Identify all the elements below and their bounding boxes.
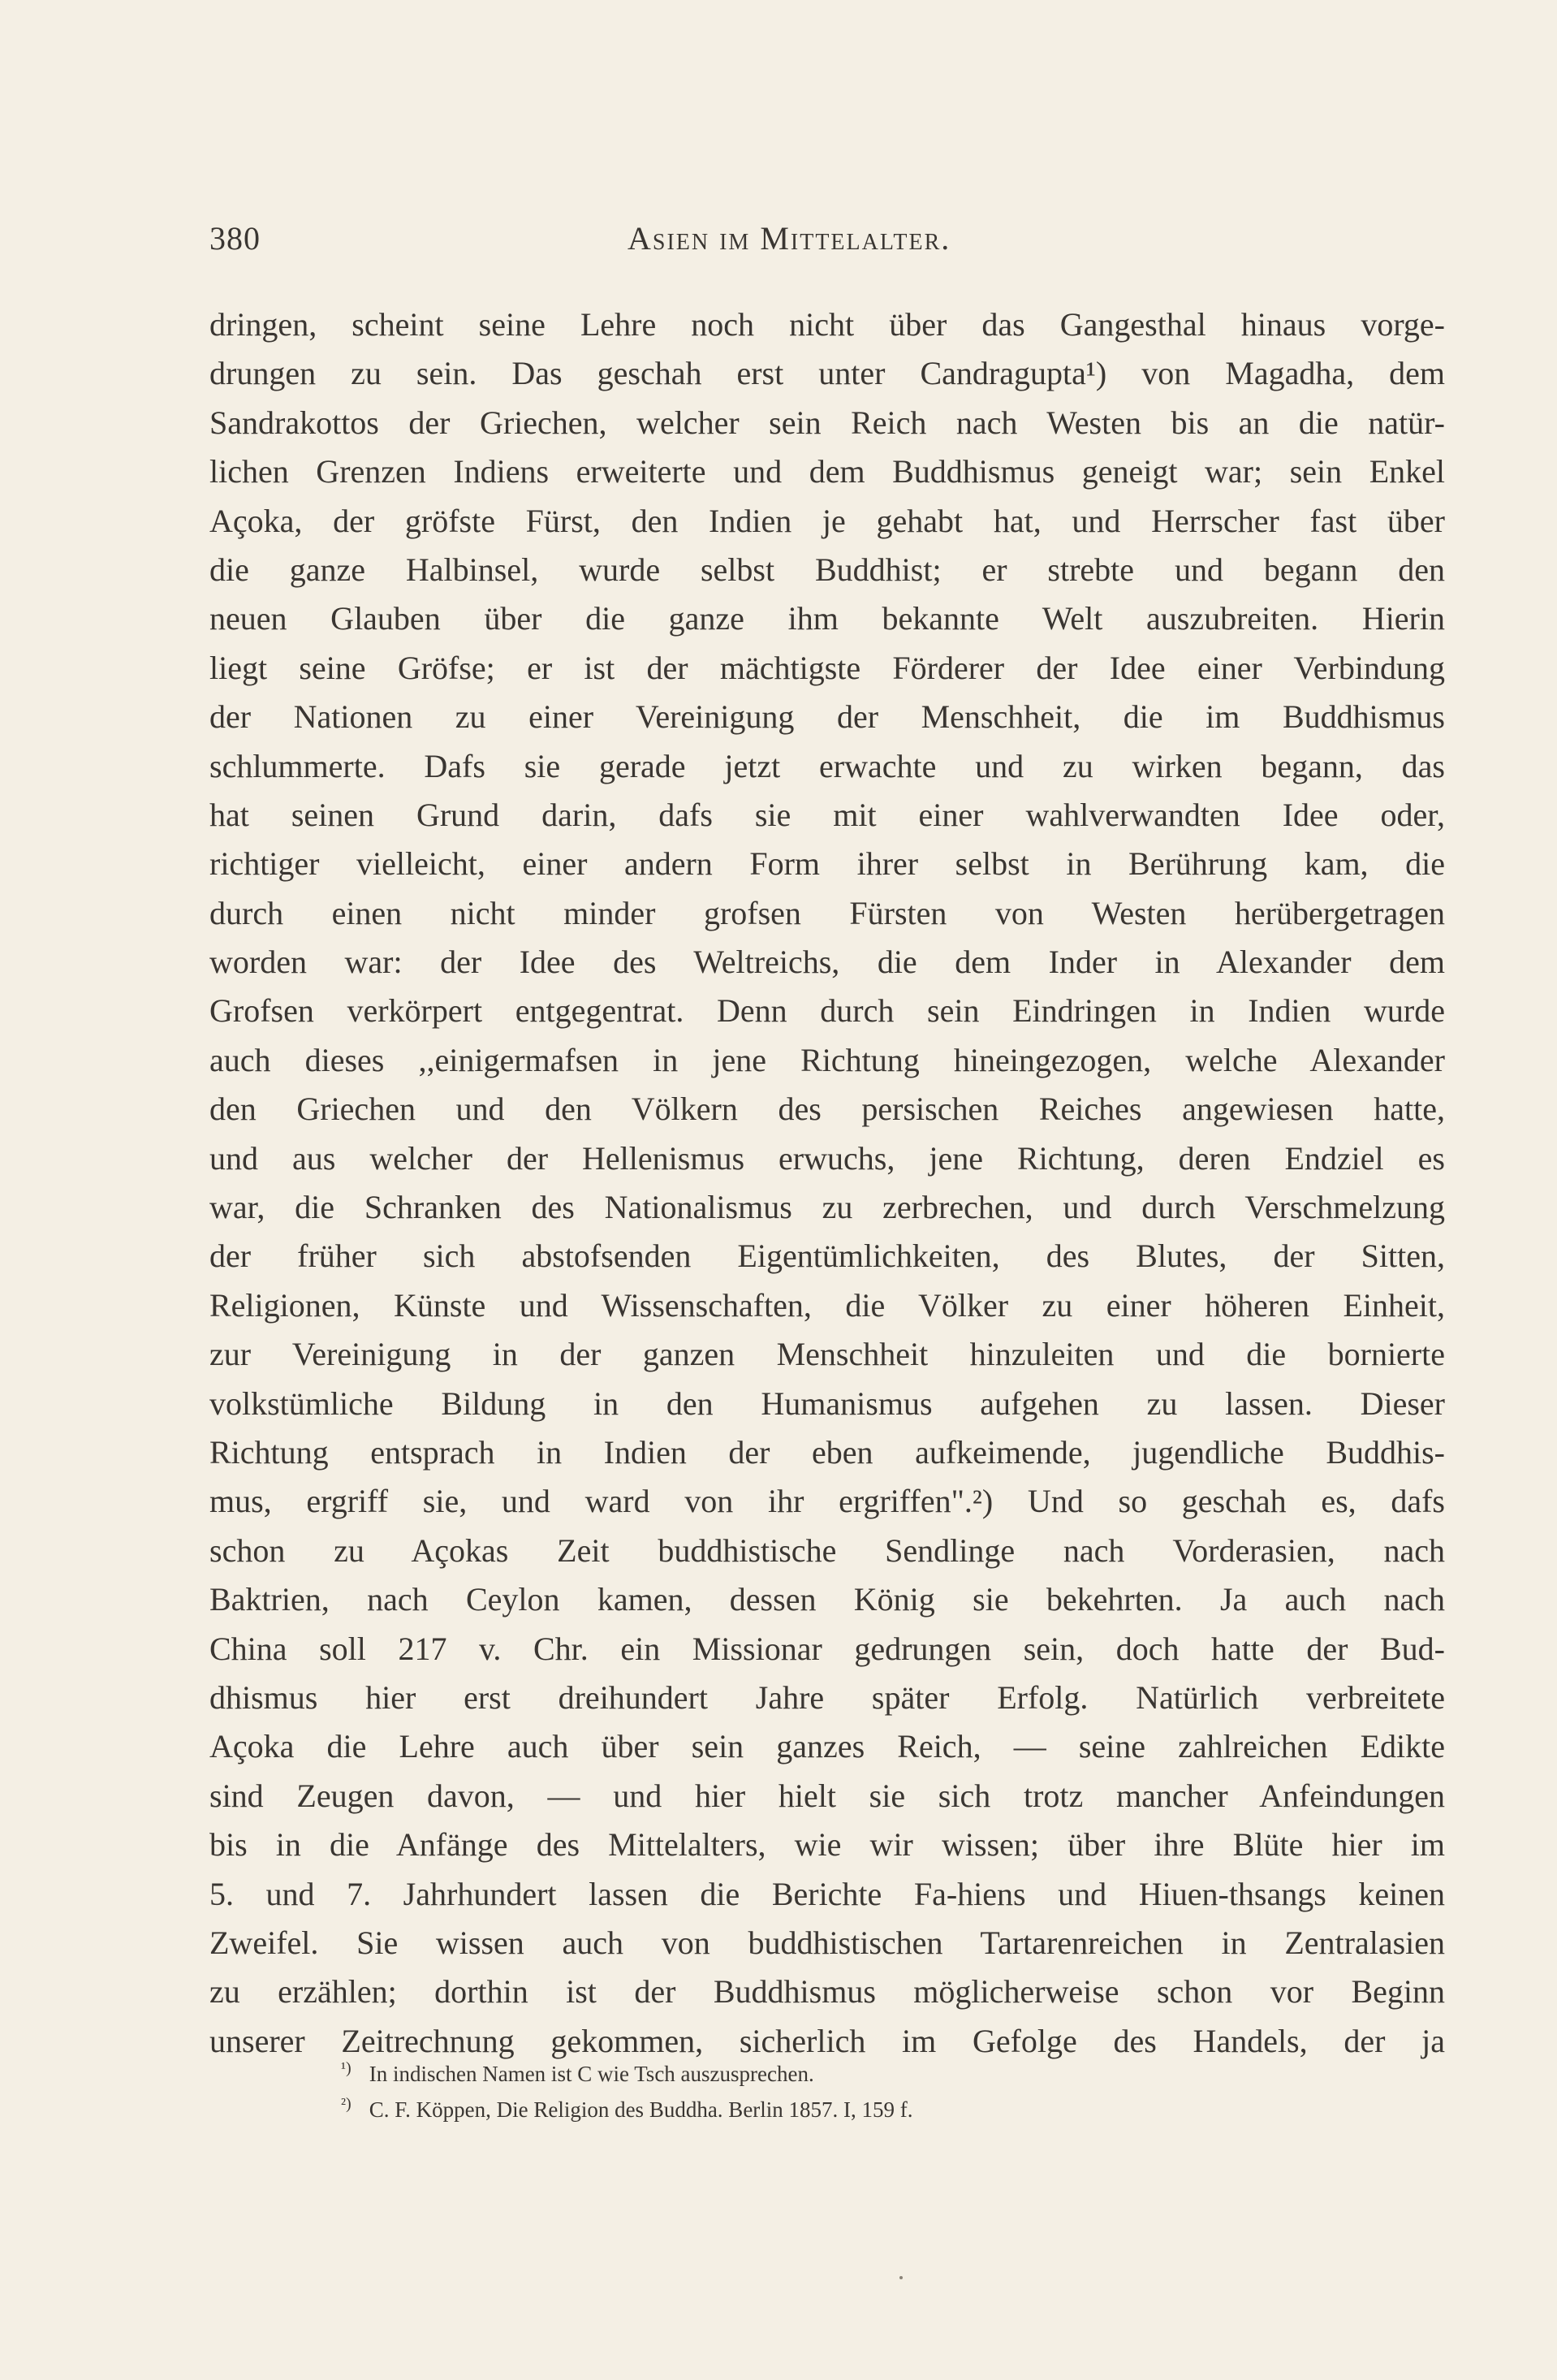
text-line: durch einen nicht minder grofsen Fürsten von Westen herübergetragen — [209, 894, 1445, 931]
footnote-text: In indischen Namen ist C wie Tsch auszusprechen. — [369, 2062, 814, 2086]
text-line: Baktrien, nach Ceylon kamen, dessen König sie bekehrten. Ja auch nach — [209, 1581, 1445, 1618]
paper-speck — [899, 2276, 903, 2279]
text-line: auch dieses ,,einigermafsen in jene Richtung hineingezogen, welche Alexander — [209, 1041, 1445, 1078]
text-line: Religionen, Künste und Wissenschaften, die Völker zu einer höheren Einheit, — [209, 1286, 1445, 1324]
text-line: dringen, scheint seine Lehre noch nicht über das Gangesthal hinaus vorge- — [209, 306, 1445, 343]
page-header — [209, 219, 1443, 260]
text-line: und aus welcher der Hellenismus erwuchs, jene Richtung, deren Endziel es — [209, 1139, 1445, 1177]
text-line: 5. und 7. Jahrhundert lassen die Berichte Fa-hiens und Hiuen-thsangs keinen — [209, 1875, 1445, 1912]
text-line: neuen Glauben über die ganze ihm bekannte Welt auszubreiten. Hierin — [209, 600, 1445, 637]
text-line: sind Zeugen davon, — und hier hielt sie sich trotz mancher Anfeindungen — [209, 1777, 1445, 1814]
text-line: Açoka, der gröfste Fürst, den Indien je gehabt hat, und Herrscher fast über — [209, 502, 1445, 539]
text-line: bis in die Anfänge des Mittelalters, wie wir wissen; über ihre Blüte hier im — [209, 1826, 1445, 1864]
text-line: zu erzählen; dorthin ist der Buddhismus möglicherweise schon vor Beginn — [209, 1973, 1445, 2011]
text-line: hat seinen Grund darin, dafs sie mit einer wahlverwandten Idee oder, — [209, 796, 1445, 833]
text-line: drungen zu sein. Das geschah erst unter Candragupta¹) von Magadha, dem — [209, 355, 1445, 392]
body-text — [209, 300, 1445, 2066]
running-head: Asien im Mittelalter. — [628, 220, 951, 257]
text-line: die ganze Halbinsel, wurde selbst Buddhist; er strebte und begann den — [209, 551, 1445, 588]
text-line: Grofsen verkörpert entgegentrat. Denn durch sein Eindringen in Indien wurde — [209, 992, 1445, 1030]
text-line: Açoka die Lehre auch über sein ganzes Reich, — seine zahlreichen Edikte — [209, 1728, 1445, 1765]
footnote: ²) C. F. Köppen, Die Religion des Buddha. Berlin 1857. I, 159 f. — [341, 2095, 913, 2122]
text-line: schon zu Açokas Zeit buddhistische Sendlinge nach Vorderasien, nach — [209, 1531, 1445, 1569]
footnote: ¹) In indischen Namen ist C wie Tsch auszusprechen. — [341, 2059, 814, 2086]
footnotes — [341, 2056, 1315, 2127]
text-line: liegt seine Gröfse; er ist der mächtigste Förderer der Idee einer Verbindung — [209, 649, 1445, 686]
text-line: volkstümliche Bildung in den Humanismus aufgehen zu lassen. Dieser — [209, 1384, 1445, 1422]
text-line: lichen Grenzen Indiens erweiterte und dem Buddhismus geneigt war; sein Enkel — [209, 453, 1445, 490]
text-line: schlummerte. Dafs sie gerade jetzt erwachte und zu wirken begann, das — [209, 747, 1445, 784]
footnote-text: C. F. Köppen, Die Religion des Buddha. Berlin 1857. I, 159 f. — [369, 2097, 913, 2122]
text-line: Sandrakottos der Griechen, welcher sein Reich nach Westen bis an die natür- — [209, 404, 1445, 441]
text-line: Richtung entsprach in Indien der eben aufkeimende, jugendliche Buddhis- — [209, 1433, 1445, 1471]
text-line: worden war: der Idee des Weltreichs, die dem Inder in Alexander dem — [209, 944, 1445, 981]
text-line: dhismus hier erst dreihundert Jahre später Erfolg. Natürlich verbreitete — [209, 1678, 1445, 1716]
text-line: unserer Zeitrechnung gekommen, sicherlich im Gefolge des Handels, der ja — [209, 2022, 1445, 2059]
text-line: China soll 217 v. Chr. ein Missionar gedrungen sein, doch hatte der Bud- — [209, 1630, 1445, 1667]
text-line: war, die Schranken des Nationalismus zu zerbrechen, und durch Verschmelzung — [209, 1189, 1445, 1226]
text-line: zur Vereinigung in der ganzen Menschheit hinzuleiten und die bornierte — [209, 1336, 1445, 1373]
text-line: der früher sich abstofsenden Eigentümlichkeiten, des Blutes, der Sitten, — [209, 1238, 1445, 1275]
page-number: 380 — [209, 220, 261, 257]
text-line: der Nationen zu einer Vereinigung der Menschheit, die im Buddhismus — [209, 698, 1445, 736]
text-line: den Griechen und den Völkern des persischen Reiches angewiesen hatte, — [209, 1091, 1445, 1128]
text-line: richtiger vielleicht, einer andern Form ihrer selbst in Berührung kam, die — [209, 845, 1445, 883]
text-line: Zweifel. Sie wissen auch von buddhistischen Tartarenreichen in Zentralasien — [209, 1924, 1445, 1961]
text-line: mus, ergriff sie, und ward von ihr ergriffen".²) Und so geschah es, dafs — [209, 1483, 1445, 1520]
